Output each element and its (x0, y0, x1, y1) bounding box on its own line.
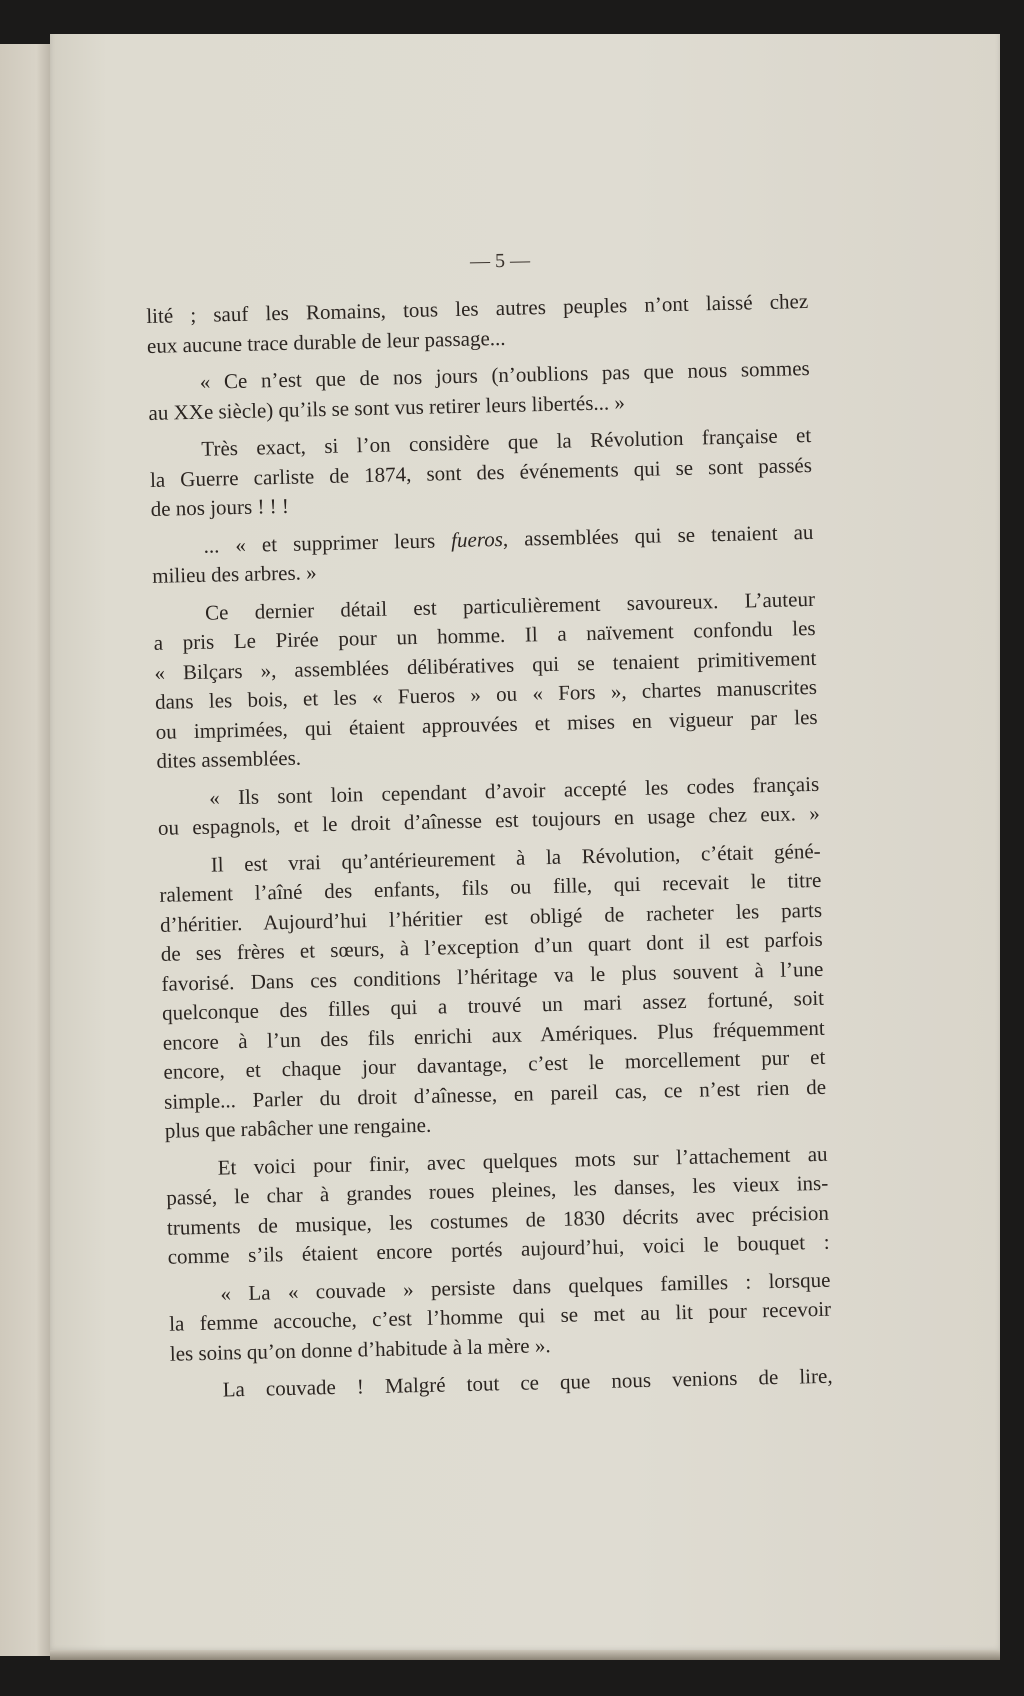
text-line: passé, le char à grandes roues pleines, les danses, les vieux ins- (166, 1170, 829, 1210)
text-line: au XXe siècle) qu’ils se sont vus retirer leurs libertés... » (148, 389, 626, 425)
text-line: Très exact, si l’on considère que la Révolution française et (201, 422, 812, 461)
text-line: dites assemblées. (156, 745, 302, 773)
text-line: encore à l’un des fils enrichi aux Amériques. Plus fréquemment (162, 1015, 825, 1055)
previous-page-edge (0, 44, 52, 1656)
text-line: « La « couvade » persiste dans quelques familles : lorsque (220, 1267, 831, 1306)
body-text (146, 287, 833, 1406)
text-line: milieu des arbres. » (151, 560, 317, 588)
text-line: la Guerre carliste de 1874, sont des événements qui se sont passés (149, 452, 813, 492)
text-line: favorisé. Dans ces conditions l’héritage va le plus souvent à l’une (161, 956, 824, 996)
text-line: plus que rabâcher une rengaine. (164, 1112, 432, 1143)
text-line: truments de musique, les costumes de 1830 décrits avec précision (166, 1200, 830, 1240)
page-bottom-edge (50, 1650, 1000, 1660)
text-line: « Ils sont loin cependant d’avoir accepté les codes français (208, 771, 820, 810)
text-line: a pris Le Pirée pour un homme. Il a naïvement confondu les (153, 615, 816, 655)
text-line: de nos jours ! ! ! (150, 493, 290, 521)
text-line: Il est vrai qu’antérieurement à la Révolution, c’était géné- (210, 838, 821, 877)
text-line: La couvade ! Malgré tout ce que nous venions de lire, (222, 1363, 833, 1402)
text-line: dans les bois, et les « Fueros » ou « Fors », chartes manuscrites (154, 674, 818, 714)
text-line: encore, et chaque jour davantage, c’est le morcellement pur et (163, 1044, 826, 1084)
text-line: « Bilçars », assemblées délibératives qui se tenaient primitivement (154, 645, 817, 685)
text-line: Ce dernier détail est particulièrement savoureux. L’auteur (204, 586, 816, 625)
italic-word: fueros (450, 526, 504, 552)
text-line: les soins qu’on donne d’habitude à la mère ». (169, 1332, 551, 1366)
text-line: d’héritier. Aujourd’hui l’héritier est obligé de racheter les parts (159, 897, 823, 937)
text-line: « Ce n’est que de nos jours (n’oublions pas que nous sommes (199, 355, 810, 394)
text-line: ou espagnols, et le droit d’aînesse est toujours en usage chez eux. » (157, 800, 821, 840)
text-line: eux aucune trace durable de leur passage... (146, 325, 506, 358)
text-segment: ... « et supprimer leurs (203, 527, 452, 558)
text-line: de ses frères et sœurs, à l’exception d’un quart dont il est parfois (160, 926, 823, 966)
text-line: quelconque des filles qui a trouvé un mari assez fortuné, soit (161, 985, 825, 1025)
text-line: la femme accouche, c’est l’homme qui se met au lit pour recevoir (168, 1296, 832, 1336)
text-line: simple... Parler du droit d’aînesse, en pareil cas, ce n’est rien de (163, 1074, 827, 1114)
text-line: ralement l’aîné des enfants, fils ou fille, qui recevait le titre (159, 867, 822, 907)
text-segment: , assemblées qui se tenaient au (502, 519, 814, 551)
page-number: — 5 — (469, 249, 531, 273)
text-line: Et voici pour finir, avec quelques mots sur l’attachement au (217, 1141, 828, 1180)
text-line: ou imprimées, qui étaient approuvées et mises en vigueur par les (155, 704, 818, 744)
text-line: comme s’ils étaient encore portés aujourd’hui, voici le bouquet : (167, 1229, 830, 1269)
text-line: lité ; sauf les Romains, tous les autres peuples n’ont laissé chez (146, 288, 809, 328)
